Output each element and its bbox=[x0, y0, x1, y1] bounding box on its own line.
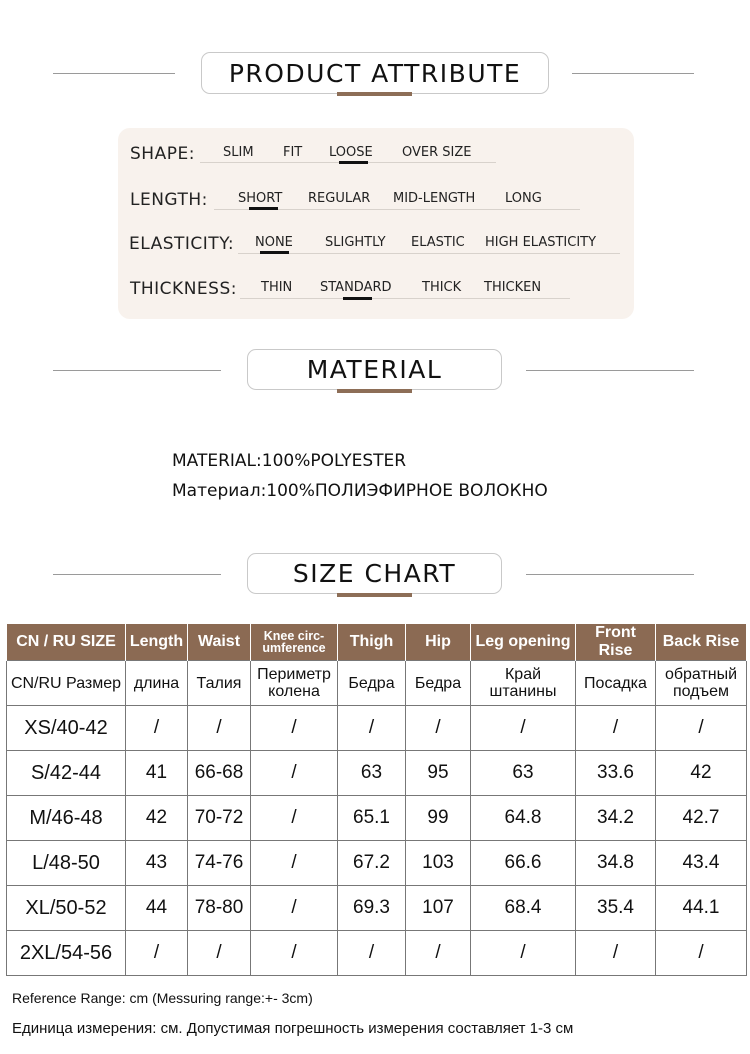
table-cell: 2XL/54-56 bbox=[7, 931, 126, 976]
table-cell: Край штанины bbox=[471, 661, 576, 706]
table-cell: Thigh bbox=[338, 624, 406, 661]
table-row bbox=[7, 796, 747, 841]
table-cell: S/42-44 bbox=[7, 751, 126, 796]
table-cell: Посадка bbox=[576, 661, 656, 706]
size-chart-table bbox=[6, 624, 747, 976]
attr-line bbox=[238, 253, 620, 254]
attr-option: THICKEN bbox=[484, 280, 542, 295]
table-cell: / bbox=[576, 706, 656, 751]
table-cell: Waist bbox=[188, 624, 251, 661]
attr-option: LONG bbox=[505, 191, 542, 206]
title-accent-bar bbox=[337, 389, 412, 393]
table-cell: / bbox=[251, 796, 338, 841]
attr-option: OVER SIZE bbox=[402, 145, 472, 160]
table-cell: 65.1 bbox=[338, 796, 406, 841]
table-cell: 95 bbox=[406, 751, 471, 796]
table-cell: / bbox=[471, 931, 576, 976]
attr-label-elasticity: ELASTICITY: bbox=[129, 234, 235, 254]
table-cell: 66-68 bbox=[188, 751, 251, 796]
table-cell: Талия bbox=[188, 661, 251, 706]
selected-marker bbox=[249, 207, 278, 210]
table-cell: 68.4 bbox=[471, 886, 576, 931]
table-cell: 42 bbox=[126, 796, 188, 841]
table-cell: / bbox=[338, 931, 406, 976]
table-cell: 35.4 bbox=[576, 886, 656, 931]
attr-option: THICK bbox=[422, 280, 462, 295]
table-cell: 64.8 bbox=[471, 796, 576, 841]
selected-marker bbox=[343, 297, 372, 300]
table-cell: / bbox=[126, 706, 188, 751]
table-cell: 63 bbox=[338, 751, 406, 796]
material-en: MATERIAL:100%POLYESTER bbox=[172, 451, 407, 471]
attr-label-thickness: THICKNESS: bbox=[130, 279, 237, 299]
table-cell: 103 bbox=[406, 841, 471, 886]
table-cell: Length bbox=[126, 624, 188, 661]
table-row bbox=[7, 931, 747, 976]
table-cell: 33.6 bbox=[576, 751, 656, 796]
material-ru: Материал:100%ПОЛИЭФИРНОЕ ВОЛОКНО bbox=[172, 481, 548, 501]
table-cell: / bbox=[126, 931, 188, 976]
table-cell: / bbox=[188, 706, 251, 751]
table-cell: Hip bbox=[406, 624, 471, 661]
attr-option-selected: LOOSE bbox=[329, 145, 373, 160]
table-cell: CN / RU SIZE bbox=[7, 624, 126, 661]
table-cell: Leg opening bbox=[471, 624, 576, 661]
table-cell: / bbox=[406, 931, 471, 976]
table-cell: L/48-50 bbox=[7, 841, 126, 886]
table-cell: / bbox=[576, 931, 656, 976]
table-row bbox=[7, 706, 747, 751]
attr-line bbox=[240, 298, 570, 299]
table-cell: 107 bbox=[406, 886, 471, 931]
table-cell: Knee circ-umference bbox=[251, 624, 338, 661]
table-cell: 44 bbox=[126, 886, 188, 931]
table-header-row bbox=[7, 624, 747, 661]
attr-option: SLIGHTLY bbox=[325, 235, 386, 250]
divider-line bbox=[53, 370, 221, 371]
divider-line bbox=[53, 574, 221, 575]
table-cell: 34.2 bbox=[576, 796, 656, 841]
table-cell: 43 bbox=[126, 841, 188, 886]
table-row bbox=[7, 886, 747, 931]
table-cell: 34.8 bbox=[576, 841, 656, 886]
table-cell: M/46-48 bbox=[7, 796, 126, 841]
table-cell: / bbox=[251, 886, 338, 931]
attr-option: HIGH ELASTICITY bbox=[485, 235, 597, 250]
table-cell: / bbox=[251, 931, 338, 976]
table-cell: / bbox=[338, 706, 406, 751]
attr-label-length: LENGTH: bbox=[130, 190, 208, 210]
table-cell: / bbox=[406, 706, 471, 751]
table-cell: 44.1 bbox=[656, 886, 747, 931]
section-title-product-attribute: PRODUCT ATTRIBUTE bbox=[201, 52, 549, 94]
table-cell: / bbox=[656, 931, 747, 976]
table-cell: 42 bbox=[656, 751, 747, 796]
table-cell: 66.6 bbox=[471, 841, 576, 886]
table-cell: / bbox=[656, 706, 747, 751]
divider-line bbox=[526, 574, 694, 575]
section-title-size-chart: SIZE CHART bbox=[247, 553, 502, 594]
table-cell: Back Rise bbox=[656, 624, 747, 661]
attr-option: SLIM bbox=[223, 145, 254, 160]
table-cell: Бедра bbox=[406, 661, 471, 706]
attr-option-selected: SHORT bbox=[238, 191, 283, 206]
table-row bbox=[7, 751, 747, 796]
table-cell: 67.2 bbox=[338, 841, 406, 886]
divider-line bbox=[526, 370, 694, 371]
divider-line bbox=[572, 73, 694, 74]
attr-option: THIN bbox=[261, 280, 293, 295]
table-cell: обратный подъем bbox=[656, 661, 747, 706]
table-cell: длина bbox=[126, 661, 188, 706]
attr-option: FIT bbox=[283, 145, 303, 160]
table-row bbox=[7, 841, 747, 886]
table-cell: 99 bbox=[406, 796, 471, 841]
table-cell: / bbox=[188, 931, 251, 976]
footer-note-ru: Единица измерения: см. Допустимая погрешность измерения составляет 1-3 см bbox=[12, 1020, 574, 1037]
attr-option-selected: NONE bbox=[255, 235, 293, 250]
table-cell: / bbox=[251, 706, 338, 751]
selected-marker bbox=[339, 161, 368, 164]
table-cell: XL/50-52 bbox=[7, 886, 126, 931]
table-cell: 70-72 bbox=[188, 796, 251, 841]
table-cell: 42.7 bbox=[656, 796, 747, 841]
attr-option: ELASTIC bbox=[411, 235, 465, 250]
table-cell: / bbox=[471, 706, 576, 751]
table-cell: / bbox=[251, 751, 338, 796]
title-accent-bar bbox=[337, 593, 412, 597]
table-cell: 78-80 bbox=[188, 886, 251, 931]
table-cell: Front Rise bbox=[576, 624, 656, 661]
divider-line bbox=[53, 73, 175, 74]
selected-marker bbox=[260, 251, 289, 254]
attr-option-selected: STANDARD bbox=[320, 280, 392, 295]
table-cell: 69.3 bbox=[338, 886, 406, 931]
table-cell: 41 bbox=[126, 751, 188, 796]
table-cell: Бедра bbox=[338, 661, 406, 706]
table-cell: / bbox=[251, 841, 338, 886]
table-subheader-row bbox=[7, 661, 747, 706]
attr-option: MID-LENGTH bbox=[393, 191, 476, 206]
footer-note-en: Reference Range: cm (Messuring range:+- 3cm) bbox=[12, 990, 313, 1006]
table-cell: 63 bbox=[471, 751, 576, 796]
section-title-material: MATERIAL bbox=[247, 349, 502, 390]
table-cell: 74-76 bbox=[188, 841, 251, 886]
table-cell: CN/RU Размер bbox=[7, 661, 126, 706]
table-cell: Периметр колена bbox=[251, 661, 338, 706]
table-cell: 43.4 bbox=[656, 841, 747, 886]
table-cell: XS/40-42 bbox=[7, 706, 126, 751]
attr-option: REGULAR bbox=[308, 191, 371, 206]
attr-label-shape: SHAPE: bbox=[130, 144, 195, 164]
title-accent-bar bbox=[337, 92, 412, 96]
